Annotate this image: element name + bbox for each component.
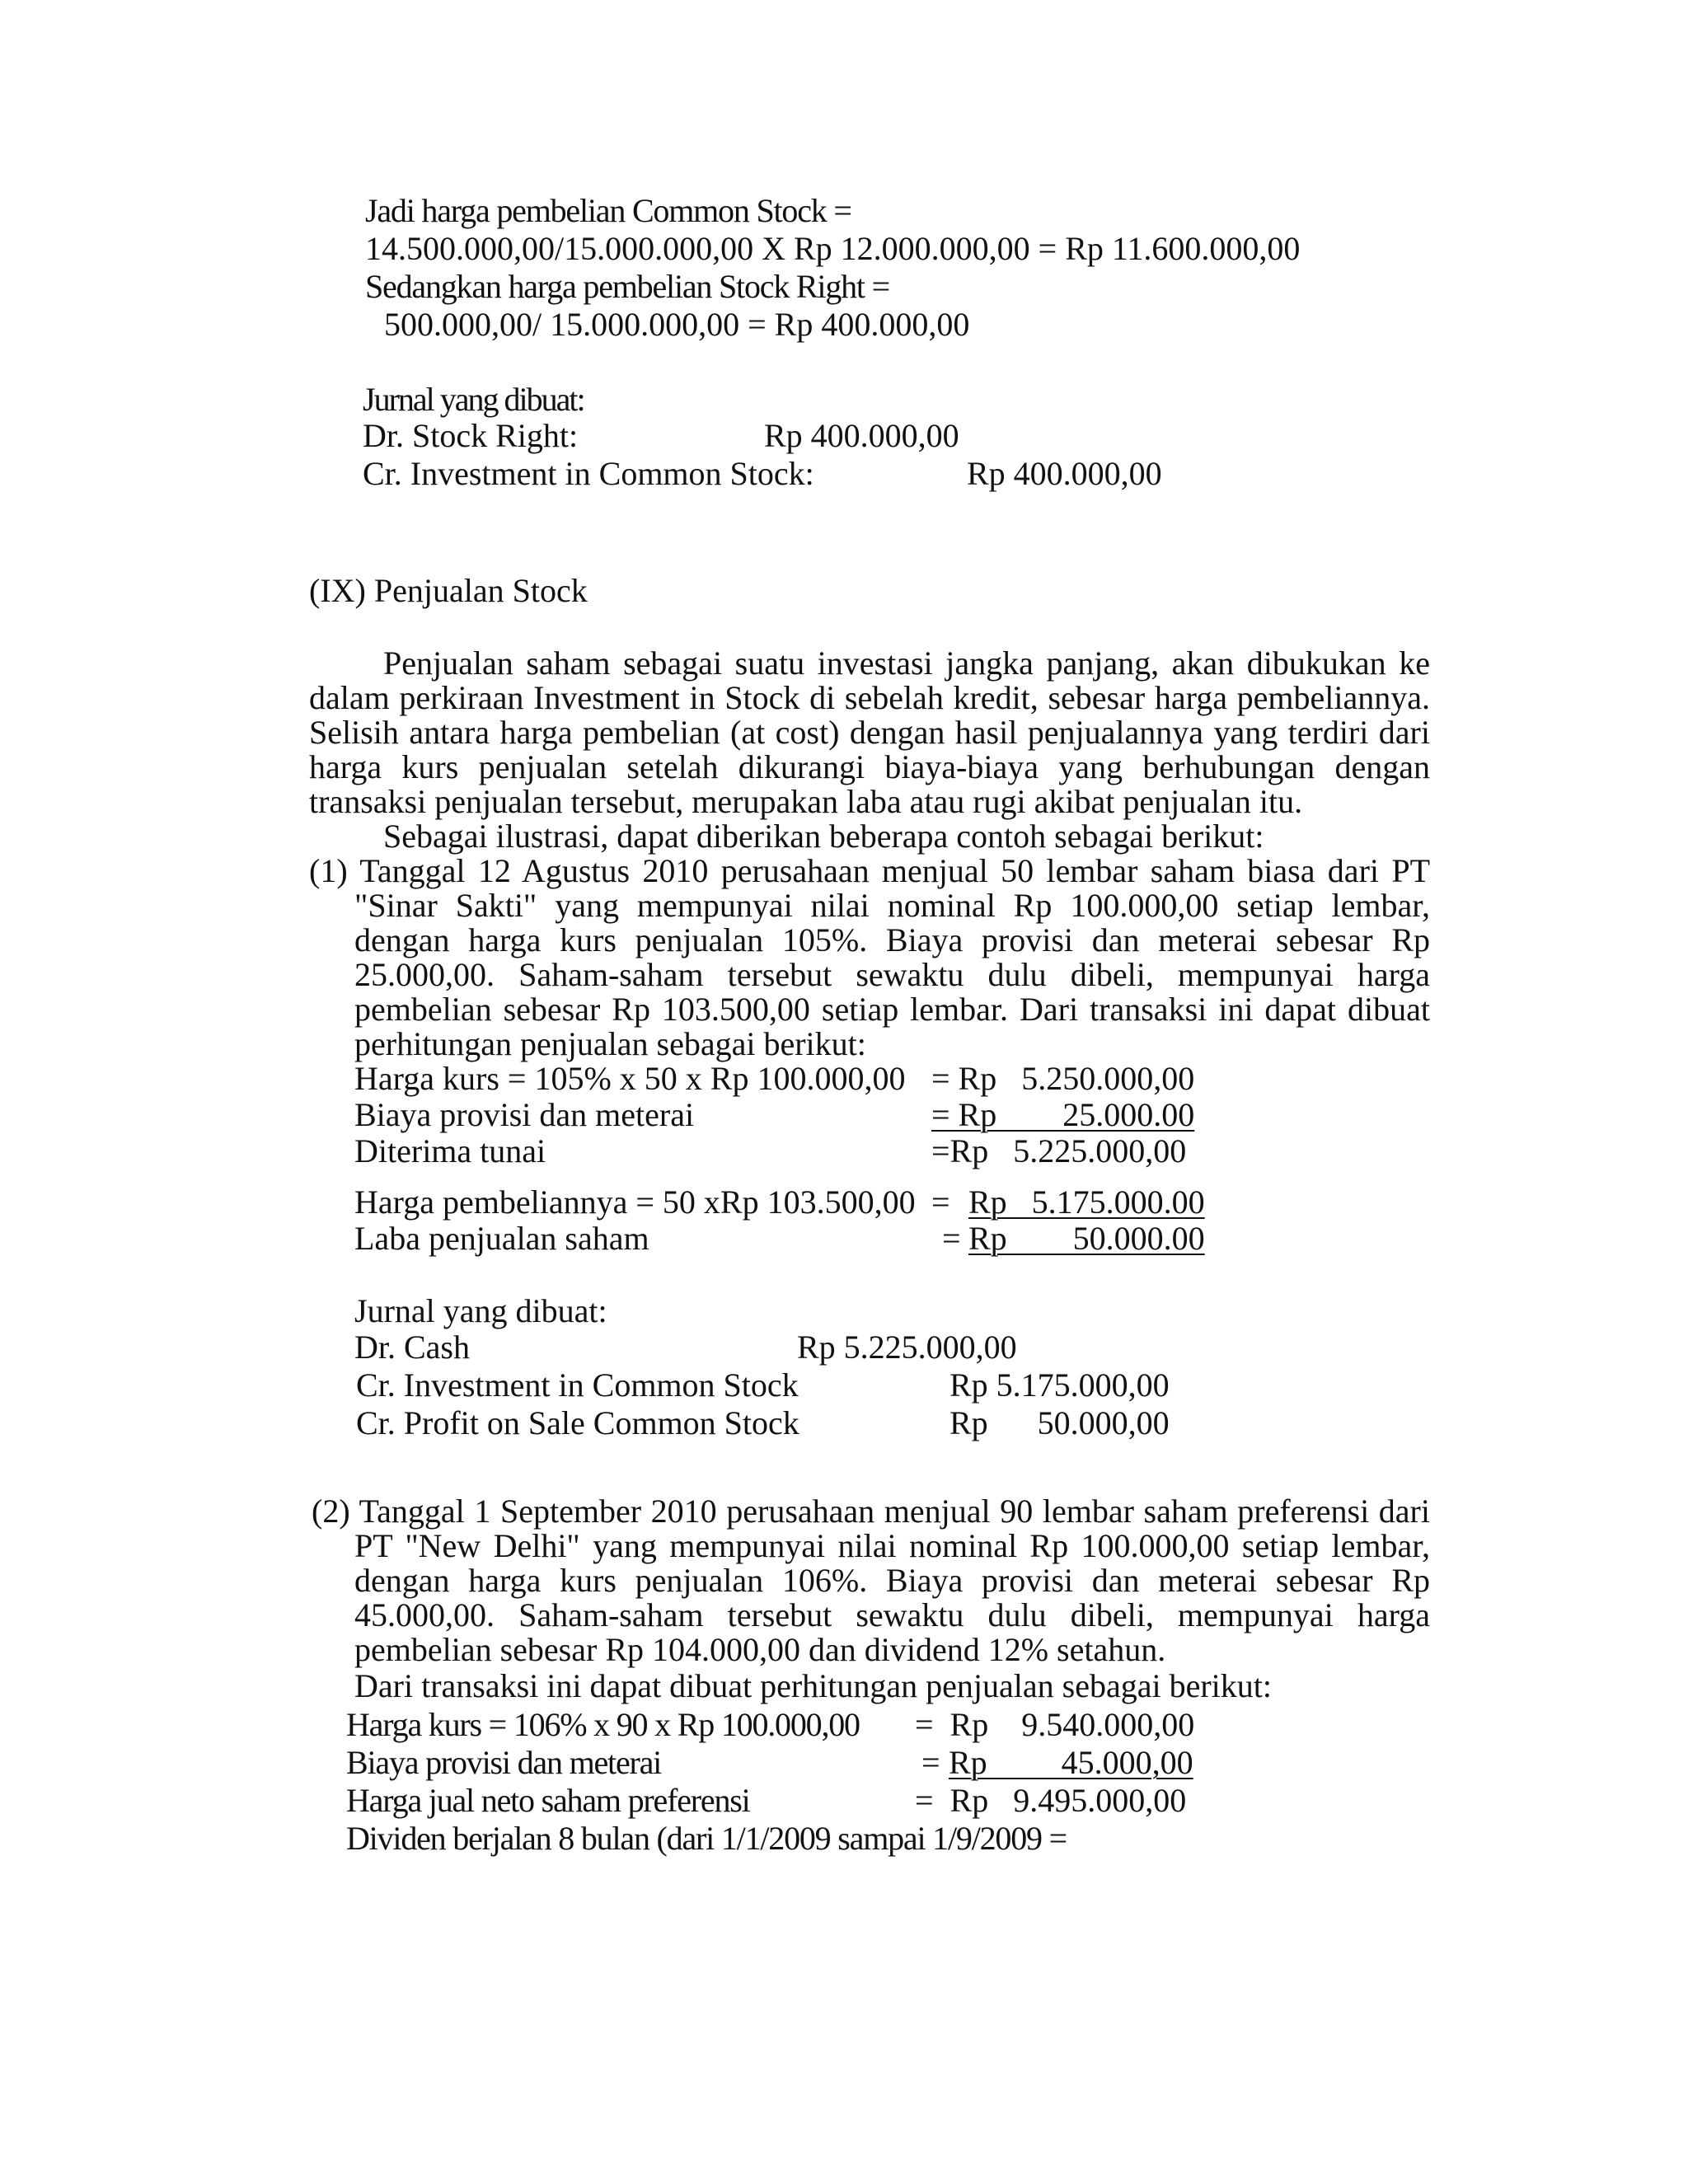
example-1-line: (1) Tanggal 12 Agustus 2010 perusahaan menjual 50 lembar saham biasa dari PT [309,852,1430,889]
calc-kurs-label: Harga kurs = 105% x 50 x Rp 100.000,00 [354,1060,906,1097]
calc-tunai-value: =Rp 5.225.000,00 [931,1132,1187,1169]
calc-2-biaya-value: Rp 45.000,00 [949,1744,1193,1781]
journal-credit-label: Cr. Investment in Common Stock: [363,455,814,492]
journal-credit-amount: Rp 400.000,00 [967,455,1162,492]
journal-2-credit-1-amount: Rp 5.175.000,00 [950,1366,1170,1404]
common-stock-price-heading: Jadi harga pembelian Common Stock = [365,192,851,229]
calc-2-kurs-label: Harga kurs = 106% x 90 x Rp 100.000,00 [346,1706,860,1743]
examples-intro: Sebagai ilustrasi, dapat diberikan beberapa contoh sebagai berikut: [383,818,1264,855]
example-1-line: dengan harga kurs penjualan 105%. Biaya provisi dan meterai sebesar Rp [354,921,1430,958]
journal-2-credit-2-amount: Rp 50.000,00 [950,1404,1170,1441]
journal-2-debit-label: Dr. Cash [354,1329,470,1366]
calc-laba-label: Laba penjualan saham [354,1220,649,1257]
example-2-line: dengan harga kurs penjualan 106%. Biaya provisi dan meterai sebesar Rp [354,1562,1430,1599]
calc-2-dividen-label: Dividen berjalan 8 bulan (dari 1/1/2009 sampai 1/9/2009 = [346,1820,1067,1857]
paragraph-line: harga kurs penjualan setelah dikurangi biaya-biaya yang berhubungan dengan [309,748,1430,785]
stock-right-price-heading: Sedangkan harga pembelian Stock Right = [365,268,889,305]
calc-2-biaya-label: Biaya provisi dan meterai [346,1744,662,1781]
journal-debit-label: Dr. Stock Right: [363,417,579,454]
calc-2-neto-label: Harga jual neto saham preferensi [346,1782,750,1819]
calc-tunai-label: Diterima tunai [354,1132,546,1169]
example-1-line: perhitungan penjualan sebagai berikut: [354,1025,866,1062]
example-1-line: pembelian sebesar Rp 103.500,00 setiap lembar. Dari transaksi ini dapat dibuat [354,991,1430,1028]
example-2-line: pembelian sebesar Rp 104.000,00 dan dividend 12% setahun. [354,1631,1166,1668]
paragraph-line: Penjualan saham sebagai suatu investasi jangka panjang, akan dibukukan ke [383,644,1430,682]
stock-right-price-formula: 500.000,00/ 15.000.000,00 = Rp 400.000,00 [384,306,970,343]
example-2-line: PT "New Delhi" yang mempunyai nilai nominal Rp 100.000,00 setiap lembar, [354,1527,1430,1564]
calc-beli-value: Rp 5.175.000.00 [968,1183,1205,1221]
calc-biaya-label: Biaya provisi dan meterai [354,1096,695,1133]
journal-title: Jurnal yang dibuat: [363,381,584,418]
example-2-line: 45.000,00. Saham-saham tersebut sewaktu dulu dibeli, mempunyai harga [354,1596,1430,1633]
journal-2-title: Jurnal yang dibuat: [354,1292,607,1329]
paragraph-line: Selisih antara harga pembelian (at cost) dengan hasil penjualannya yang terdiri dari [309,714,1430,751]
example-2-line: (2) Tanggal 1 September 2010 perusahaan menjual 90 lembar saham preferensi dari [312,1493,1430,1530]
calc-beli-equals: = [931,1183,950,1221]
example-2-intro: Dari transaksi ini dapat dibuat perhitungan penjualan sebagai berikut: [354,1667,1272,1704]
journal-2-debit-amount: Rp 5.225.000,00 [797,1329,1017,1366]
example-1-line: 25.000,00. Saham-saham tersebut sewaktu dulu dibeli, mempunyai harga [354,956,1430,993]
calc-laba-equals: = [942,1220,961,1257]
common-stock-price-formula: 14.500.000,00/15.000.000,00 X Rp 12.000.000,00 = Rp 11.600.000,00 [365,230,1301,267]
calc-2-kurs-value: = Rp 9.540.000,00 [915,1706,1195,1743]
calc-kurs-value: = Rp 5.250.000,00 [931,1060,1195,1097]
paragraph-line: dalam perkiraan Investment in Stock di sebelah kredit, sebesar harga pembeliannya. [309,679,1430,716]
calc-beli-label: Harga pembeliannya = 50 xRp 103.500,00 [354,1183,916,1221]
journal-2-credit-1-label: Cr. Investment in Common Stock [356,1366,799,1404]
calc-2-biaya-equals: = [921,1744,940,1781]
calc-laba-value: Rp 50.000.00 [968,1220,1205,1257]
journal-2-credit-2-label: Cr. Profit on Sale Common Stock [356,1404,799,1441]
calc-biaya-value: = Rp 25.000.00 [931,1096,1195,1133]
calc-2-neto-value: = Rp 9.495.000,00 [915,1782,1187,1819]
section-heading: (IX) Penjualan Stock [309,572,588,609]
paragraph-line: transaksi penjualan tersebut, merupakan laba atau rugi akibat penjualan itu. [309,783,1303,820]
example-1-line: "Sinar Sakti" yang mempunyai nilai nominal Rp 100.000,00 setiap lembar, [354,887,1430,924]
journal-debit-amount: Rp 400.000,00 [764,417,959,454]
